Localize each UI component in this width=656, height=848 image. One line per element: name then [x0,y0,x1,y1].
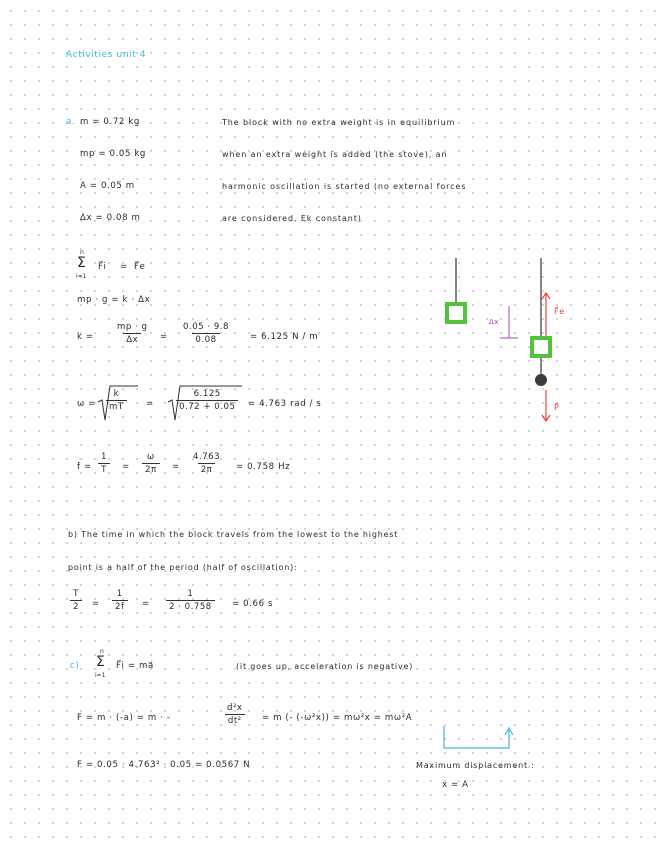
k-f1-den: Δx [123,333,141,345]
block-equilibrium [447,304,465,322]
max-displacement-value: x = A [442,780,469,790]
omega-f1-den: mT [106,400,127,412]
part-c-note: (it goes up, acceleration is negative) [236,662,414,671]
radical-sign-1 [98,386,138,420]
k-eq: = [160,332,168,342]
b-f3-num: 1 [187,589,194,599]
extra-weight [535,374,547,386]
omega-f2-den: 0.72 + 0.05 [176,400,238,412]
sum-eq: = [120,262,128,272]
omega-lhs: ω = [77,399,96,409]
f-eq-1: = [122,462,130,472]
b-f3-den: 2 · 0.758 [166,600,215,612]
given-delta-x: Δx = 0.08 m [80,213,141,223]
sum-symbol: Σ [77,255,86,271]
part-c-label: c) [70,661,80,671]
b-f2-den: 2f [112,600,128,612]
f-lhs: f = [77,462,92,472]
b-f2-num: 1 [116,589,123,599]
newton-second-law: F⃗i = ma⃗ [116,661,154,671]
force-eq-right: = m (- (-ω²x)) = mω²x = mω²A [262,713,413,723]
deriv-num: d²x [227,703,243,713]
equilibrium-equation: mp · g = k · Δx [77,295,151,305]
given-mass: m = 0.72 kg [80,117,140,127]
f-f3-num: 4.763 [193,452,221,462]
c-sum-bottom: i=1 [95,672,106,679]
b-eq-2: = [142,599,150,609]
delta-x-label: Δx [489,318,500,326]
f-f1-den: T [98,463,110,475]
force-eq-left: F = m · (-a) = m · - [77,713,171,723]
max-displacement-label: Maximum displacement : [416,761,535,770]
omega-eq: = [146,399,154,409]
block-displaced [532,338,550,356]
part-b-line-1: b) The time in which the block travels from the lowest to the highest [68,530,399,539]
f-f2-den: 2π [142,463,160,475]
sum-bottom: i=1 [76,273,87,280]
sum-rhs: F⃗e [134,262,146,272]
statement-line-1: The block with no extra weight is in equilibrium [222,118,456,127]
part-b-line-2: point is a half of the period (half of oscillation): [68,563,298,572]
k-f2-den: 0.08 [192,333,219,345]
b-eq-1: = [92,599,100,609]
k-f2-num: 0.05 · 9.8 [183,322,229,332]
statement-line-3: harmonic oscillation is started (no external forces [222,182,467,191]
omega-f1-num: k [113,389,120,399]
b-result: = 0.66 s [232,599,274,609]
f-result: = 0.758 Hz [236,462,291,472]
sum-top: n [80,249,84,256]
omega-result: = 4.763 rad / s [248,399,322,409]
given-amplitude: A = 0.05 m [80,181,135,191]
deriv-den: dt² [225,714,245,726]
statement-line-4: are considered, Ek constant) [222,214,362,223]
k-f1-num: mp · g [117,322,148,332]
c-sum-top: n [100,648,104,655]
omega-f2-num: 6.125 [193,389,221,399]
part-a-label: a. [66,117,76,127]
f-eq-2: = [172,462,180,472]
k-result: = 6.125 N / m [250,332,319,342]
f-f1-num: 1 [101,452,107,462]
b-f1-num: T [73,589,79,599]
substitution-bracket [444,726,509,748]
statement-line-2: when an extra weight is added (the stove), an [222,150,448,159]
given-extra-mass: mp = 0.05 kg [80,149,146,159]
sum-lhs: F⃗i [98,262,107,272]
page-title: Activities unit 4 [66,50,147,60]
radical-sign-2 [168,386,242,420]
k-lhs: k = [77,332,94,342]
b-f1-den: 2 [70,600,82,612]
f-f2-num: ω [146,452,155,462]
f-f3-den: 2π [198,463,216,475]
elastic-force-label: F⃗e [554,307,565,316]
weight-force-label: P⃗ [554,403,560,412]
c-sum-symbol: Σ [96,654,105,670]
force-result: F = 0.05 · 4.763² · 0.05 = 0.0567 N [77,760,251,770]
